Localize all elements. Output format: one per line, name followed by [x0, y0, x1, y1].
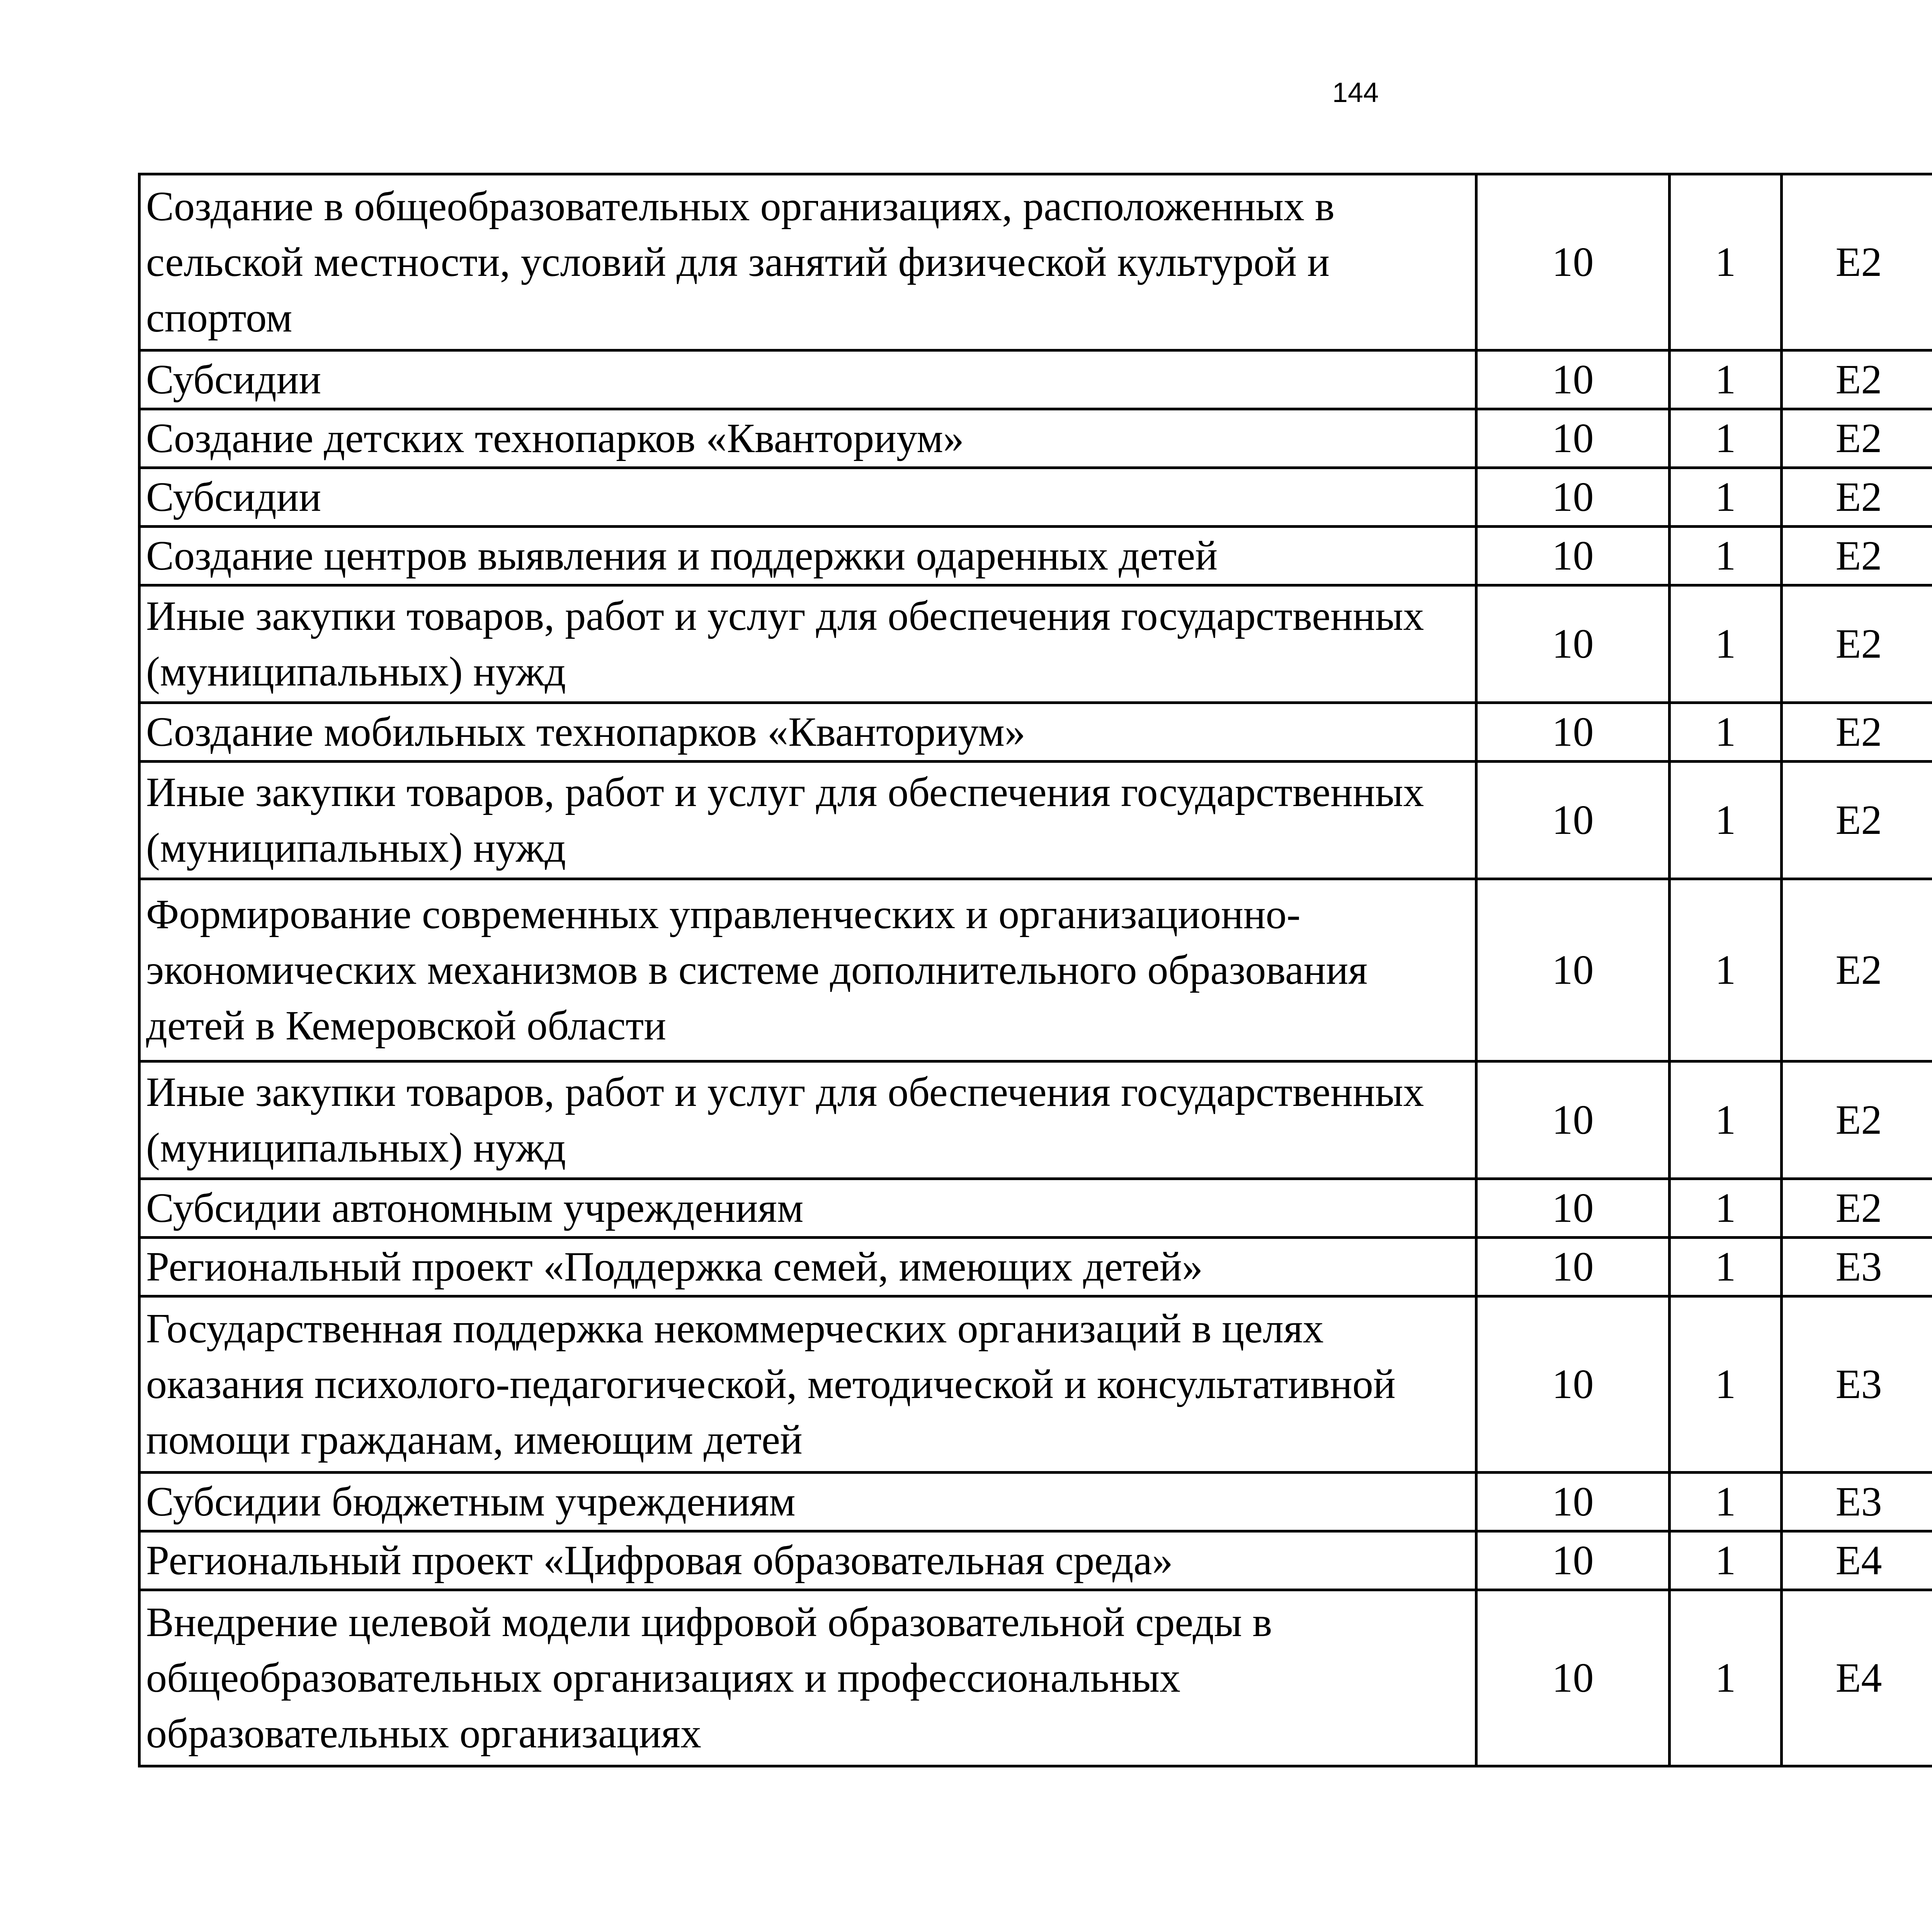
- row-project: E2: [1782, 703, 1932, 762]
- row-name: Субсидии автономным учреждениям: [139, 1179, 1476, 1238]
- row-section: 10: [1476, 468, 1670, 527]
- row-program: 1: [1670, 1179, 1782, 1238]
- row-section: 10: [1476, 1061, 1670, 1179]
- row-program: 1: [1670, 1590, 1782, 1766]
- row-project: E2: [1782, 585, 1932, 703]
- row-section: 10: [1476, 1296, 1670, 1473]
- table-row: [139, 1296, 1932, 1473]
- row-program: 1: [1670, 1531, 1782, 1590]
- table-row: [139, 527, 1932, 585]
- row-section: 10: [1476, 585, 1670, 703]
- row-name: Субсидии: [139, 468, 1476, 527]
- row-name: Субсидии бюджетным учреждениям: [139, 1473, 1476, 1531]
- row-section: 10: [1476, 527, 1670, 585]
- row-name: Региональный проект «Поддержка семей, имеющих детей»: [139, 1238, 1476, 1296]
- row-project: E2: [1782, 174, 1932, 350]
- table-row: [139, 1238, 1932, 1296]
- row-project: E3: [1782, 1238, 1932, 1296]
- row-name: Внедрение целевой модели цифровой образовательной среды в общеобразовательных организациях и профессиональных образовательных организациях: [139, 1590, 1476, 1766]
- row-name: Субсидии: [139, 350, 1476, 409]
- row-name: Создание центров выявления и поддержки одаренных детей: [139, 527, 1476, 585]
- row-section: 10: [1476, 1473, 1670, 1531]
- row-program: 1: [1670, 1296, 1782, 1473]
- row-project: E2: [1782, 468, 1932, 527]
- row-name: Региональный проект «Цифровая образовательная среда»: [139, 1531, 1476, 1590]
- row-section: 10: [1476, 1590, 1670, 1766]
- row-section: 10: [1476, 174, 1670, 350]
- row-program: 1: [1670, 1473, 1782, 1531]
- table-row: [139, 1179, 1932, 1238]
- table-row: [139, 1590, 1932, 1766]
- row-project: E2: [1782, 1061, 1932, 1179]
- table-row: [139, 1061, 1932, 1179]
- row-section: 10: [1476, 1531, 1670, 1590]
- row-program: 1: [1670, 174, 1782, 350]
- row-program: 1: [1670, 468, 1782, 527]
- row-project: E3: [1782, 1296, 1932, 1473]
- row-program: 1: [1670, 762, 1782, 879]
- table-row: [139, 350, 1932, 409]
- row-project: E3: [1782, 1473, 1932, 1531]
- table-row: [139, 409, 1932, 468]
- row-program: 1: [1670, 879, 1782, 1061]
- row-name: Иные закупки товаров, работ и услуг для обеспечения государственных (муниципальных) нужд: [139, 585, 1476, 703]
- row-program: 1: [1670, 703, 1782, 762]
- table-row: [139, 879, 1932, 1061]
- budget-table: [138, 173, 1932, 1767]
- row-program: 1: [1670, 409, 1782, 468]
- row-project: E2: [1782, 762, 1932, 879]
- row-name: Создание в общеобразовательных организациях, расположенных в сельской местности, условий для занятий физической культурой и спортом: [139, 174, 1476, 350]
- row-name: Иные закупки товаров, работ и услуг для обеспечения государственных (муниципальных) нужд: [139, 1061, 1476, 1179]
- table-row: [139, 174, 1932, 350]
- row-program: 1: [1670, 350, 1782, 409]
- row-project: E2: [1782, 1179, 1932, 1238]
- row-section: 10: [1476, 879, 1670, 1061]
- row-program: 1: [1670, 1238, 1782, 1296]
- row-section: 10: [1476, 703, 1670, 762]
- row-program: 1: [1670, 527, 1782, 585]
- row-section: 10: [1476, 409, 1670, 468]
- row-project: E4: [1782, 1590, 1932, 1766]
- row-name: Создание мобильных технопарков «Кванториум»: [139, 703, 1476, 762]
- row-name: Иные закупки товаров, работ и услуг для обеспечения государственных (муниципальных) нужд: [139, 762, 1476, 879]
- table-row: [139, 703, 1932, 762]
- row-section: 10: [1476, 1179, 1670, 1238]
- row-project: E2: [1782, 527, 1932, 585]
- row-project: E4: [1782, 1531, 1932, 1590]
- table-row: [139, 585, 1932, 703]
- page-number: 144: [1332, 77, 1379, 108]
- row-section: 10: [1476, 762, 1670, 879]
- row-section: 10: [1476, 1238, 1670, 1296]
- row-project: E2: [1782, 879, 1932, 1061]
- row-name: Создание детских технопарков «Кванториум»: [139, 409, 1476, 468]
- row-program: 1: [1670, 1061, 1782, 1179]
- table-row: [139, 468, 1932, 527]
- row-project: E2: [1782, 409, 1932, 468]
- row-name: Государственная поддержка некоммерческих организаций в целях оказания психолого-педагогической, методической и консультативной помощи гражданам, имеющим детей: [139, 1296, 1476, 1473]
- row-project: E2: [1782, 350, 1932, 409]
- table-row: [139, 762, 1932, 879]
- row-program: 1: [1670, 585, 1782, 703]
- row-section: 10: [1476, 350, 1670, 409]
- table-row: [139, 1531, 1932, 1590]
- table-row: [139, 1473, 1932, 1531]
- row-name: Формирование современных управленческих и организационно-экономических механизмов в системе дополнительного образования детей в Кемеровской области: [139, 879, 1476, 1061]
